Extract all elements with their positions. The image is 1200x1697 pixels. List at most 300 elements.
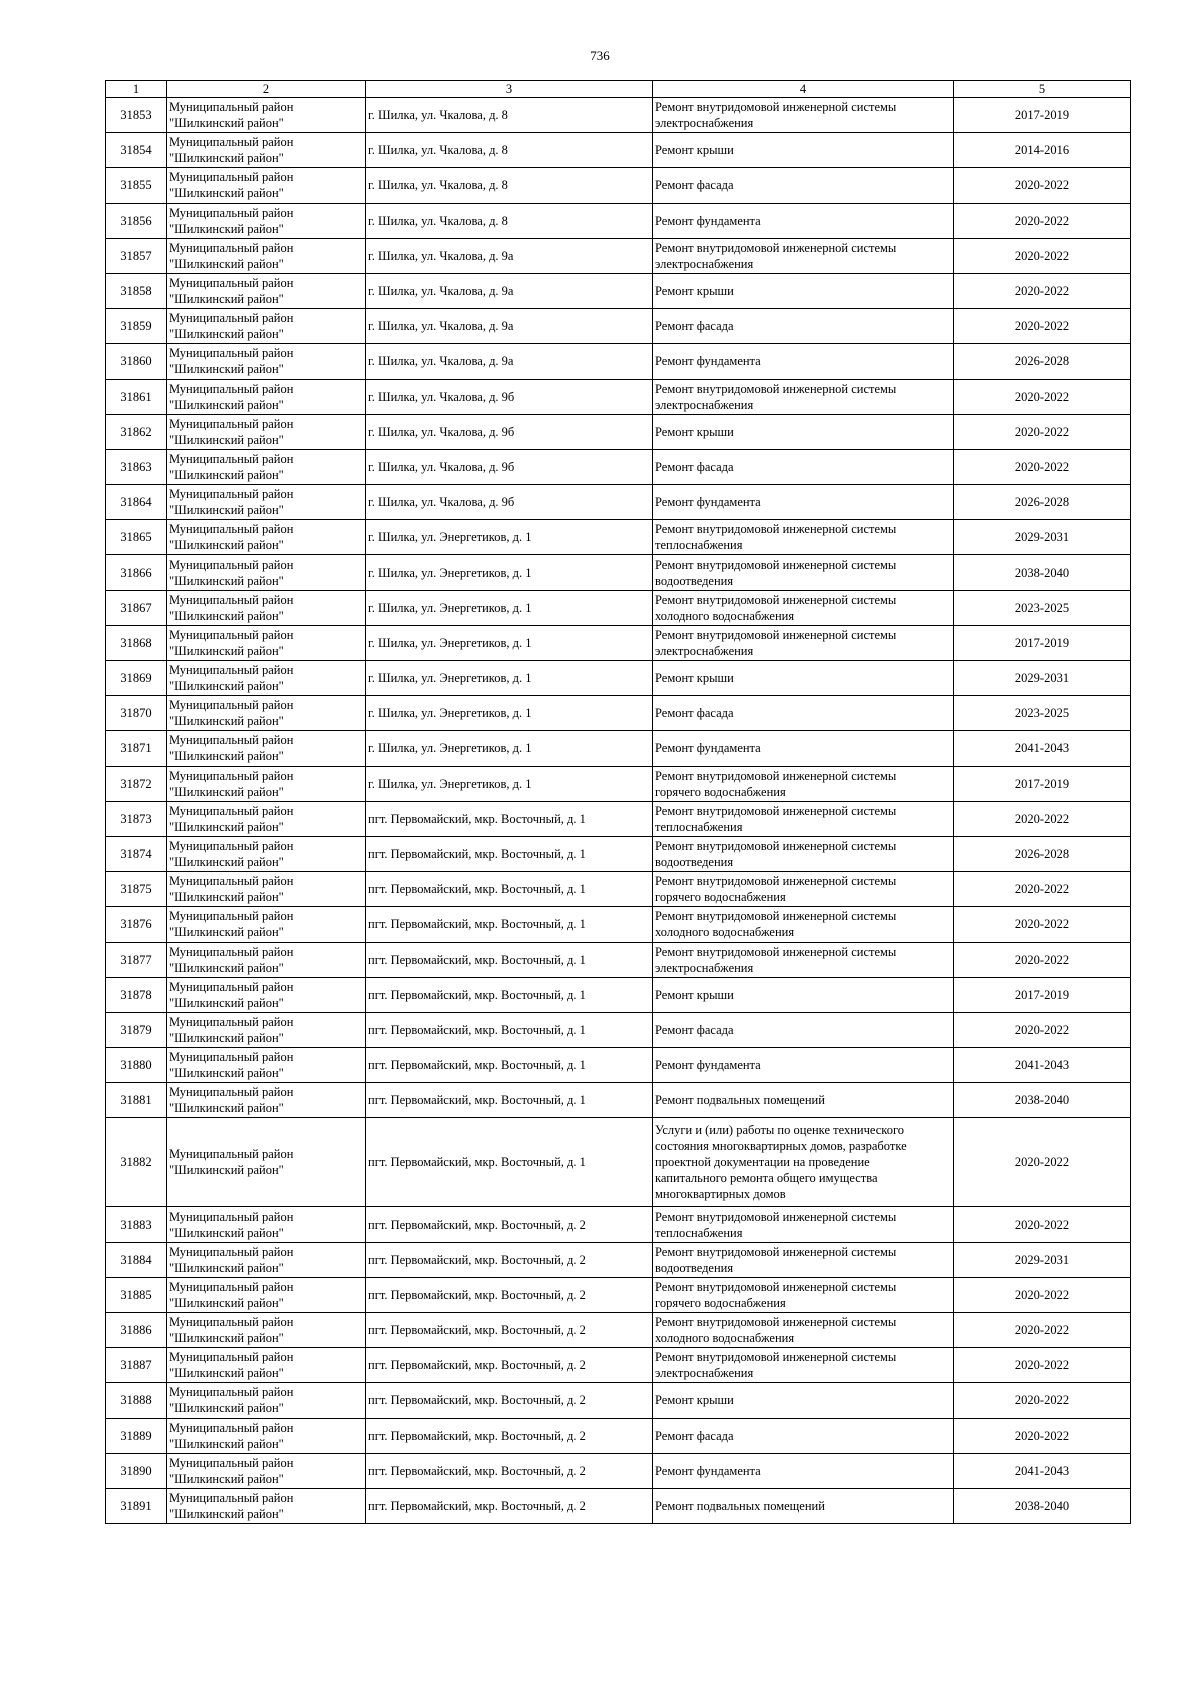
period-cell: 2029-2031 [954,520,1131,555]
period-cell: 2020-2022 [954,273,1131,308]
table-row [106,485,1131,520]
record-number: 31868 [106,625,167,660]
municipality-line: Муниципальный район [169,768,294,783]
municipality-line: "Шилкинский район" [169,855,284,870]
record-number: 31871 [106,731,167,766]
municipality-line: Муниципальный район [169,909,294,924]
municipality-line: Муниципальный район [169,1014,294,1029]
work-type-line: электроснабжения [655,116,754,131]
address-cell: г. Шилка, ул. Энергетиков, д. 1 [366,555,653,590]
municipality-line: "Шилкинский район" [169,608,284,623]
municipality-line: "Шилкинский район" [169,397,284,412]
municipality-cell [167,414,366,449]
municipality-cell [167,1207,366,1242]
municipality-line: Муниципальный район [169,100,294,115]
record-number: 31867 [106,590,167,625]
table-row [106,133,1131,168]
address-cell: пгт. Первомайский, мкр. Восточный, д. 1 [366,1012,653,1047]
municipality-line: Муниципальный район [169,276,294,291]
municipality-line: "Шилкинский район" [169,1101,284,1116]
work-type-line: электроснабжения [655,1366,754,1381]
work-type-line: горячего водоснабжения [655,890,786,905]
address-cell: г. Шилка, ул. Чкалова, д. 9б [366,485,653,520]
address-cell: г. Шилка, ул. Чкалова, д. 9а [366,309,653,344]
table-row [106,696,1131,731]
table-row [106,520,1131,555]
work-type-cell [653,836,954,871]
municipality-line: Муниципальный район [169,416,294,431]
municipality-line: "Шилкинский район" [169,995,284,1010]
municipality-cell [167,309,366,344]
table-row [106,555,1131,590]
municipality-line: Муниципальный район [169,522,294,537]
address-cell: пгт. Первомайский, мкр. Восточный, д. 2 [366,1242,653,1277]
table-row [106,590,1131,625]
work-type-cell [653,1383,954,1418]
period-cell: 2020-2022 [954,1207,1131,1242]
work-type-line: Ремонт внутридомовой инженерной системы [655,100,897,115]
work-type-line: Ремонт фасада [655,459,734,474]
record-number: 31865 [106,520,167,555]
municipality-line: "Шилкинский район" [169,1295,284,1310]
municipality-cell [167,449,366,484]
work-type-cell [653,98,954,133]
work-type-line: Ремонт внутридомовой инженерной системы [655,522,897,537]
municipality-cell [167,203,366,238]
period-cell: 2020-2022 [954,414,1131,449]
period-cell: 2020-2022 [954,379,1131,414]
work-type-cell [653,1313,954,1348]
work-type-line: электроснабжения [655,397,754,412]
record-number: 31886 [106,1313,167,1348]
work-type-cell [653,766,954,801]
work-type-cell [653,590,954,625]
record-number: 31870 [106,696,167,731]
period-cell: 2026-2028 [954,485,1131,520]
period-cell: 2020-2022 [954,449,1131,484]
municipality-cell [167,872,366,907]
work-type-cell [653,238,954,273]
work-type-cell [653,625,954,660]
municipality-line: "Шилкинский район" [169,1366,284,1381]
period-cell: 2020-2022 [954,1277,1131,1312]
period-cell: 2026-2028 [954,836,1131,871]
work-type-cell [653,1242,954,1277]
work-type-cell [653,731,954,766]
address-cell: пгт. Первомайский, мкр. Восточный, д. 2 [366,1453,653,1488]
municipality-cell [167,696,366,731]
municipality-line: "Шилкинский район" [169,1225,284,1240]
municipality-line: "Шилкинский район" [169,1401,284,1416]
municipality-line: "Шилкинский район" [169,819,284,834]
work-type-line: теплоснабжения [655,1225,743,1240]
period-cell: 2020-2022 [954,203,1131,238]
work-type-line: Ремонт фундамента [655,1058,761,1073]
address-cell: г. Шилка, ул. Энергетиков, д. 1 [366,766,653,801]
work-type-line: Ремонт внутридомовой инженерной системы [655,557,897,572]
work-type-cell [653,977,954,1012]
municipality-line: Муниципальный район [169,1050,294,1065]
work-type-line: Ремонт внутридомовой инженерной системы [655,768,897,783]
municipality-cell [167,1383,366,1418]
municipality-line: "Шилкинский район" [169,221,284,236]
table-row [106,766,1131,801]
municipality-line: "Шилкинский район" [169,1260,284,1275]
address-cell: пгт. Первомайский, мкр. Восточный, д. 2 [366,1383,653,1418]
table-row [106,872,1131,907]
address-cell: г. Шилка, ул. Чкалова, д. 9а [366,238,653,273]
municipality-line: "Шилкинский район" [169,749,284,764]
table-row [106,1488,1131,1523]
table-row [106,168,1131,203]
municipality-cell [167,801,366,836]
municipality-line: Муниципальный район [169,663,294,678]
work-type-cell [653,273,954,308]
address-cell: пгт. Первомайский, мкр. Восточный, д. 1 [366,942,653,977]
record-number: 31856 [106,203,167,238]
work-type-cell [653,449,954,484]
work-type-line: горячего водоснабжения [655,784,786,799]
work-type-cell [653,1207,954,1242]
municipality-line: "Шилкинский район" [169,292,284,307]
address-cell: г. Шилка, ул. Чкалова, д. 8 [366,168,653,203]
municipality-line: Муниципальный район [169,944,294,959]
municipality-cell [167,625,366,660]
work-type-line: Ремонт крыши [655,284,734,299]
period-cell: 2020-2022 [954,309,1131,344]
work-type-cell [653,555,954,590]
address-cell: г. Шилка, ул. Чкалова, д. 9а [366,273,653,308]
municipality-cell [167,1048,366,1083]
record-number: 31878 [106,977,167,1012]
address-cell: г. Шилка, ул. Чкалова, д. 9а [366,344,653,379]
work-type-line: Ремонт внутридомовой инженерной системы [655,627,897,642]
work-type-line: Ремонт внутридомовой инженерной системы [655,1279,897,1294]
municipality-cell [167,731,366,766]
work-type-line: Ремонт внутридомовой инженерной системы [655,592,897,607]
municipality-line: "Шилкинский район" [169,1436,284,1451]
work-type-cell [653,942,954,977]
municipality-line: Муниципальный район [169,1315,294,1330]
work-type-line: Ремонт внутридомовой инженерной системы [655,1350,897,1365]
municipality-line: Муниципальный район [169,487,294,502]
work-type-cell [653,379,954,414]
work-type-line: Ремонт фундамента [655,1463,761,1478]
address-cell: пгт. Первомайский, мкр. Восточный, д. 2 [366,1348,653,1383]
table-row [106,977,1131,1012]
municipality-line: "Шилкинский район" [169,362,284,377]
municipality-line: Муниципальный район [169,381,294,396]
address-cell: г. Шилка, ул. Энергетиков, д. 1 [366,661,653,696]
period-cell: 2020-2022 [954,942,1131,977]
record-number: 31875 [106,872,167,907]
work-type-line: Ремонт подвальных помещений [655,1499,825,1514]
record-number: 31866 [106,555,167,590]
table-row [106,731,1131,766]
municipality-cell [167,344,366,379]
work-type-line: Услуги и (или) работы по оценке технического [655,1123,905,1138]
municipality-line: "Шилкинский район" [169,784,284,799]
work-type-line: многоквартирных домов [655,1187,786,1202]
work-type-line: электроснабжения [655,960,754,975]
work-type-cell [653,872,954,907]
table-row [106,203,1131,238]
municipality-cell [167,1083,366,1118]
work-type-cell [653,1348,954,1383]
record-number: 31863 [106,449,167,484]
municipality-line: "Шилкинский район" [169,503,284,518]
municipality-line: Муниципальный район [169,1420,294,1435]
record-number: 31880 [106,1048,167,1083]
period-cell: 2020-2022 [954,238,1131,273]
address-cell: г. Шилка, ул. Чкалова, д. 8 [366,98,653,133]
record-number: 31885 [106,1277,167,1312]
municipality-cell [167,1118,366,1207]
work-type-line: Ремонт внутридомовой инженерной системы [655,381,897,396]
record-number: 31864 [106,485,167,520]
record-number: 31853 [106,98,167,133]
municipality-line: "Шилкинский район" [169,1471,284,1486]
record-number: 31860 [106,344,167,379]
work-type-cell [653,1418,954,1453]
work-type-line: Ремонт фундамента [655,213,761,228]
record-number: 31882 [106,1118,167,1207]
table-row [106,1418,1131,1453]
municipality-cell [167,133,366,168]
municipality-line: Муниципальный район [169,874,294,889]
record-number: 31888 [106,1383,167,1418]
work-type-line: холодного водоснабжения [655,925,795,940]
municipality-cell [167,520,366,555]
municipality-line: Муниципальный район [169,1455,294,1470]
municipality-line: "Шилкинский район" [169,467,284,482]
municipality-line: Муниципальный район [169,627,294,642]
work-type-line: проектной документации на проведение [655,1155,870,1170]
work-type-line: Ремонт фасада [655,1022,734,1037]
period-cell: 2038-2040 [954,555,1131,590]
municipality-line: "Шилкинский район" [169,1030,284,1045]
municipality-cell [167,1418,366,1453]
municipality-cell [167,238,366,273]
period-cell: 2026-2028 [954,344,1131,379]
municipality-line: Муниципальный район [169,1147,294,1162]
address-cell: пгт. Первомайский, мкр. Восточный, д. 1 [366,1048,653,1083]
municipality-line: "Шилкинский район" [169,327,284,342]
address-cell: г. Шилка, ул. Чкалова, д. 9б [366,379,653,414]
municipality-line: "Шилкинский район" [169,116,284,131]
period-cell: 2017-2019 [954,977,1131,1012]
municipality-line: Муниципальный район [169,592,294,607]
municipality-line: "Шилкинский район" [169,256,284,271]
municipality-line: "Шилкинский район" [169,538,284,553]
municipality-line: "Шилкинский район" [169,679,284,694]
municipality-line: Муниципальный район [169,311,294,326]
period-cell: 2020-2022 [954,1313,1131,1348]
table-row [106,273,1131,308]
record-number: 31873 [106,801,167,836]
address-cell: пгт. Первомайский, мкр. Восточный, д. 1 [366,977,653,1012]
municipality-line: Муниципальный район [169,240,294,255]
work-type-cell [653,344,954,379]
period-cell: 2020-2022 [954,168,1131,203]
period-cell: 2038-2040 [954,1083,1131,1118]
page-number: 736 [590,48,610,63]
table-row [106,98,1131,133]
municipality-line: "Шилкинский район" [169,186,284,201]
work-type-line: капитального ремонта общего имущества [655,1171,878,1186]
work-type-line: теплоснабжения [655,819,743,834]
table-row [106,449,1131,484]
period-cell: 2029-2031 [954,1242,1131,1277]
work-type-line: Ремонт крыши [655,424,734,439]
address-cell: г. Шилка, ул. Чкалова, д. 9б [366,449,653,484]
municipality-cell [167,273,366,308]
work-type-line: Ремонт внутридомовой инженерной системы [655,1209,897,1224]
municipality-cell [167,379,366,414]
municipality-line: Муниципальный район [169,733,294,748]
period-cell: 2041-2043 [954,1453,1131,1488]
municipality-line: "Шилкинский район" [169,151,284,166]
municipality-line: Муниципальный район [169,1350,294,1365]
municipality-cell [167,1242,366,1277]
municipality-line: Муниципальный район [169,1209,294,1224]
table-row [106,1348,1131,1383]
municipality-cell [167,1348,366,1383]
municipality-cell [167,766,366,801]
address-cell: г. Шилка, ул. Энергетиков, д. 1 [366,731,653,766]
address-cell: пгт. Первомайский, мкр. Восточный, д. 1 [366,872,653,907]
period-cell: 2020-2022 [954,907,1131,942]
record-number: 31889 [106,1418,167,1453]
municipality-line: Муниципальный район [169,698,294,713]
record-number: 31869 [106,661,167,696]
table-row [106,836,1131,871]
work-type-line: Ремонт фасада [655,319,734,334]
work-type-cell [653,1277,954,1312]
record-number: 31862 [106,414,167,449]
work-type-line: Ремонт внутридомовой инженерной системы [655,1315,897,1330]
work-type-line: электроснабжения [655,256,754,271]
table-row [106,238,1131,273]
period-cell: 2017-2019 [954,625,1131,660]
table-row [106,1012,1131,1047]
work-type-line: Ремонт внутридомовой инженерной системы [655,803,897,818]
table-row [106,801,1131,836]
municipality-cell [167,98,366,133]
table-row [106,661,1131,696]
municipality-line: "Шилкинский район" [169,1066,284,1081]
municipality-cell [167,1012,366,1047]
table-row [106,1118,1131,1207]
municipality-cell [167,1453,366,1488]
period-cell: 2020-2022 [954,1118,1131,1207]
address-cell: пгт. Первомайский, мкр. Восточный, д. 2 [366,1418,653,1453]
work-type-line: водоотведения [655,855,734,870]
column-header-5: 5 [954,81,1131,98]
address-cell: пгт. Первомайский, мкр. Восточный, д. 2 [366,1488,653,1523]
municipality-line: Муниципальный район [169,1385,294,1400]
municipality-line: Муниципальный район [169,205,294,220]
column-header-4: 4 [653,81,954,98]
record-number: 31855 [106,168,167,203]
period-cell: 2041-2043 [954,731,1131,766]
work-type-line: Ремонт крыши [655,987,734,1002]
municipality-line: Муниципальный район [169,839,294,854]
period-cell: 2017-2019 [954,766,1131,801]
table-row [106,309,1131,344]
period-cell: 2014-2016 [954,133,1131,168]
record-number: 31857 [106,238,167,273]
work-type-cell [653,414,954,449]
period-cell: 2029-2031 [954,661,1131,696]
table-row [106,1083,1131,1118]
period-cell: 2020-2022 [954,1012,1131,1047]
table-row [106,942,1131,977]
record-number: 31877 [106,942,167,977]
work-type-line: Ремонт фундамента [655,354,761,369]
address-cell: пгт. Первомайский, мкр. Восточный, д. 1 [366,907,653,942]
work-type-line: Ремонт внутридомовой инженерной системы [655,839,897,854]
work-type-cell [653,485,954,520]
municipality-cell [167,1277,366,1312]
record-number: 31872 [106,766,167,801]
address-cell: пгт. Первомайский, мкр. Восточный, д. 2 [366,1313,653,1348]
table-row [106,1383,1131,1418]
work-type-cell [653,1048,954,1083]
record-number: 31861 [106,379,167,414]
work-type-line: Ремонт внутридомовой инженерной системы [655,874,897,889]
work-type-line: Ремонт фасада [655,706,734,721]
work-type-line: теплоснабжения [655,538,743,553]
work-type-line: Ремонт внутридомовой инженерной системы [655,909,897,924]
record-number: 31891 [106,1488,167,1523]
municipality-cell [167,907,366,942]
municipality-cell [167,555,366,590]
record-number: 31883 [106,1207,167,1242]
table-row [106,1048,1131,1083]
address-cell: г. Шилка, ул. Энергетиков, д. 1 [366,520,653,555]
work-type-cell [653,696,954,731]
municipality-line: Муниципальный район [169,803,294,818]
municipality-line: "Шилкинский район" [169,960,284,975]
work-type-line: Ремонт крыши [655,143,734,158]
work-type-cell [653,1083,954,1118]
work-type-line: Ремонт внутридомовой инженерной системы [655,240,897,255]
work-type-line: Ремонт фасада [655,178,734,193]
municipality-cell [167,168,366,203]
record-number: 31879 [106,1012,167,1047]
table-row [106,1207,1131,1242]
work-type-cell [653,801,954,836]
record-number: 31858 [106,273,167,308]
work-type-line: водоотведения [655,573,734,588]
table-row [106,625,1131,660]
municipality-line: Муниципальный район [169,557,294,572]
municipality-cell [167,661,366,696]
municipality-line: Муниципальный район [169,979,294,994]
table-row [106,344,1131,379]
work-type-cell [653,1012,954,1047]
column-header-1: 1 [106,81,167,98]
table-row [106,1313,1131,1348]
record-number: 31859 [106,309,167,344]
table-row [106,907,1131,942]
municipality-cell [167,836,366,871]
record-number: 31890 [106,1453,167,1488]
work-type-line: состояния многоквартирных домов, разработке [655,1139,907,1154]
work-type-line: Ремонт фасада [655,1428,734,1443]
work-type-line: холодного водоснабжения [655,1331,795,1346]
